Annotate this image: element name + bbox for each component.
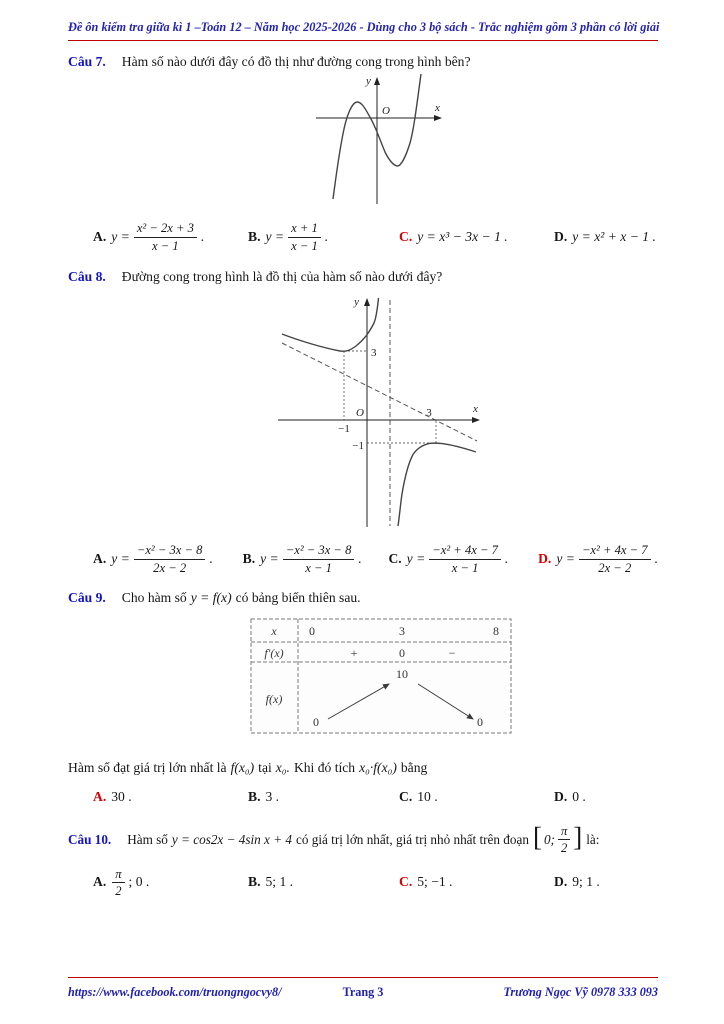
- table-fprime-sign-right: −: [448, 646, 456, 660]
- footer-author: Trương Ngọc Vỹ 0978 333 093: [503, 985, 658, 999]
- option-letter: C.: [399, 789, 413, 804]
- fraction-denominator: 2: [115, 883, 122, 898]
- tick-y3: 3: [370, 347, 376, 359]
- fraction-denominator: x − 1: [305, 560, 332, 575]
- question-7-line: [68, 54, 658, 70]
- header-rule: [68, 40, 658, 41]
- tick-x3: 3: [425, 407, 432, 419]
- option-letter-correct: A.: [93, 789, 107, 804]
- variation-table: [250, 618, 512, 734]
- table-x-value-3: 3: [399, 624, 405, 638]
- option-letter: A.: [93, 229, 107, 244]
- question-10-label: Câu 10.: [68, 831, 112, 847]
- table-header-x: x: [271, 624, 277, 638]
- table-fprime-sign-left: +: [350, 646, 358, 660]
- option-formula: y = x³ − 3x − 1 .: [417, 229, 508, 244]
- question-9-line: [68, 590, 658, 606]
- table-header-f: f(x): [265, 692, 283, 706]
- formula-period: .: [324, 229, 329, 244]
- tick-x-minus1: −1: [337, 423, 350, 435]
- fraction-numerator: x + 1: [288, 221, 321, 237]
- option-value: 3 .: [265, 789, 280, 804]
- fraction-numerator: −x² + 4x − 7: [429, 543, 501, 559]
- q7-option-a: [93, 221, 248, 252]
- q9-option-b: [248, 789, 399, 805]
- formula-period: .: [504, 551, 509, 566]
- x-axis-label: x: [435, 102, 440, 114]
- page-footer: [68, 977, 658, 1000]
- question-7-options: [93, 218, 658, 256]
- option-letter-correct: D.: [538, 551, 552, 566]
- fraction: [558, 824, 570, 855]
- table-f-right: 0: [477, 715, 483, 729]
- fraction-numerator: −x² − 3x − 8: [283, 543, 355, 559]
- option-formula: [111, 221, 204, 252]
- question-9-options: [93, 786, 658, 808]
- q9-option-d: [554, 789, 658, 805]
- footer-rule: [68, 977, 658, 978]
- footer-row: [68, 985, 658, 1000]
- cubic-curve-graph: [302, 70, 452, 210]
- option-letter: D.: [554, 789, 568, 804]
- left-bracket: [: [532, 822, 542, 853]
- q8-option-c: [388, 543, 538, 574]
- question-7-text: Hàm số nào dưới đây có đồ thị như đường cong trong hình bên?: [121, 54, 471, 69]
- oblique-asymptote: [282, 343, 477, 441]
- formula-period: .: [209, 551, 213, 566]
- q10-option-d: [554, 874, 658, 890]
- question-9-label: Câu 9.: [68, 590, 106, 605]
- table-header-fprime: f′(x): [264, 646, 284, 660]
- fraction-numerator: π: [112, 867, 124, 883]
- question-10-text-3: là:: [586, 831, 600, 847]
- fraction-numerator: −x² + 4x − 7: [579, 543, 651, 559]
- tick-y-minus1: −1: [351, 440, 364, 452]
- option-value: 5; −1 .: [417, 874, 453, 890]
- fraction: [134, 221, 197, 252]
- option-letter: D.: [554, 874, 568, 890]
- option-letter: B.: [248, 789, 261, 804]
- option-value: 10 .: [417, 789, 438, 804]
- option-letter: B.: [248, 229, 261, 244]
- option-formula: [265, 221, 328, 252]
- option-letter: B.: [248, 874, 261, 890]
- option-formula: y = x² + x − 1 .: [572, 229, 656, 244]
- post-math-1: f(x₀): [230, 760, 255, 775]
- option-letter: A.: [93, 874, 107, 890]
- origin-label: O: [382, 105, 390, 117]
- formula-lhs: y =: [111, 551, 130, 566]
- hyperbola-graph: [272, 290, 487, 532]
- figure-q8: [68, 290, 658, 532]
- question-8-options: [93, 540, 658, 578]
- formula-period: .: [200, 229, 205, 244]
- footer-page-number: Trang 3: [342, 985, 384, 999]
- formula-period: .: [358, 551, 362, 566]
- q9-option-a: [93, 789, 248, 805]
- table-f-left: 0: [313, 715, 319, 729]
- figure-q9-variation-table: [68, 618, 658, 734]
- option-letter: D.: [554, 229, 568, 244]
- q10-option-a: [93, 867, 248, 898]
- table-border: [251, 619, 511, 733]
- q8-option-b: [243, 543, 389, 574]
- interval-zero: 0;: [543, 831, 555, 847]
- post-math-2: x₀.: [275, 760, 290, 775]
- formula-period: .: [654, 551, 658, 566]
- option-formula: [407, 543, 509, 574]
- option-formula: [260, 543, 362, 574]
- option-value: ; 0 .: [128, 874, 150, 890]
- option-letter-correct: C.: [399, 229, 413, 244]
- interval-bracket: [533, 824, 582, 855]
- x-axis-label: x: [472, 403, 478, 415]
- option-letter: A.: [93, 551, 107, 566]
- question-10-text-1: Hàm số: [127, 831, 168, 847]
- q7-option-d: [554, 229, 658, 245]
- footer-link[interactable]: https://www.facebook.com/truongngocvy8/: [68, 985, 282, 999]
- option-formula: [556, 543, 658, 574]
- option-letter-correct: C.: [399, 874, 413, 890]
- y-axis-label: y: [366, 75, 371, 87]
- q10-option-c: [399, 874, 554, 890]
- question-9-post-text: [68, 760, 658, 776]
- table-f-max: 10: [396, 667, 408, 681]
- option-value: 30 .: [111, 789, 132, 804]
- fraction: [288, 221, 321, 252]
- fraction: [283, 543, 355, 574]
- formula-lhs: y =: [111, 229, 130, 244]
- q7-option-c: [399, 229, 554, 245]
- post-math-3: x₀·f(x₀): [359, 760, 397, 775]
- option-value: 0 .: [572, 789, 586, 804]
- fraction-numerator: −x² − 3x − 8: [134, 543, 206, 559]
- curve-left-branch: [282, 298, 379, 351]
- table-x-value-0: 0: [309, 624, 315, 638]
- right-bracket: ]: [573, 822, 583, 853]
- question-9-text-before: Cho hàm số: [121, 590, 187, 605]
- fraction-denominator: 2: [560, 841, 568, 856]
- page-header-title: Đề ôn kiểm tra giữa kì 1 –Toán 12 – Năm học 2025-2026 - Dùng cho 3 bộ sách - Trắc nghiệm gồm 3 phần có lời giải: [68, 20, 660, 34]
- post-text-4: bằng: [400, 760, 428, 775]
- fraction-denominator: 2x − 2: [153, 560, 187, 575]
- q8-option-a: [93, 543, 243, 574]
- question-8-text: Đường cong trong hình là đồ thị của hàm số nào dưới đây?: [121, 269, 443, 284]
- fraction: [429, 543, 501, 574]
- curve-right-branch: [398, 443, 476, 526]
- option-letter: B.: [242, 551, 256, 566]
- question-10-options: [93, 863, 658, 901]
- origin-label: O: [355, 407, 364, 419]
- post-text-3: Khi đó tích: [293, 760, 356, 775]
- fraction: [579, 543, 651, 574]
- question-10-formula: y = cos2x − 4sin x + 4: [171, 831, 292, 847]
- q8-option-d: [538, 543, 658, 574]
- table-x-value-8: 8: [493, 624, 499, 638]
- fraction-numerator: π: [558, 824, 570, 840]
- option-value: 9; 1 .: [572, 874, 600, 890]
- fraction-denominator: x − 1: [451, 560, 479, 575]
- table-fprime-zero: 0: [399, 646, 405, 660]
- formula-lhs: y =: [406, 551, 426, 566]
- formula-lhs: y =: [260, 551, 279, 566]
- y-axis-label: y: [353, 296, 359, 308]
- figure-q7: [68, 70, 658, 210]
- question-8-line: [68, 269, 658, 285]
- fraction: [112, 867, 124, 898]
- question-9-text-after: có bảng biến thiên sau.: [235, 590, 361, 605]
- fraction-denominator: x − 1: [152, 238, 179, 253]
- post-text-2: tại: [258, 760, 272, 775]
- formula-lhs: y =: [265, 229, 285, 244]
- option-formula: [111, 867, 149, 898]
- fraction: [134, 543, 206, 574]
- option-value: 5; 1 .: [265, 874, 294, 890]
- q7-option-b: [248, 221, 399, 252]
- question-9-formula: y = f(x): [190, 590, 232, 605]
- fraction-denominator: 2x − 2: [598, 560, 632, 575]
- question-7-label: Câu 7.: [68, 54, 106, 69]
- fraction-denominator: x − 1: [291, 238, 318, 253]
- q9-option-c: [399, 789, 554, 805]
- question-10-text-2: có giá trị lớn nhất, giá trị nhỏ nhất trên đoạn: [296, 831, 529, 847]
- question-10-line: [68, 824, 658, 855]
- option-letter: C.: [388, 551, 402, 566]
- fraction-numerator: x² − 2x + 3: [134, 221, 197, 237]
- post-text-1: Hàm số đạt giá trị lớn nhất là: [68, 760, 227, 775]
- option-formula: [111, 543, 213, 574]
- formula-lhs: y =: [556, 551, 575, 566]
- q10-option-b: [248, 874, 399, 890]
- question-8-label: Câu 8.: [68, 269, 106, 284]
